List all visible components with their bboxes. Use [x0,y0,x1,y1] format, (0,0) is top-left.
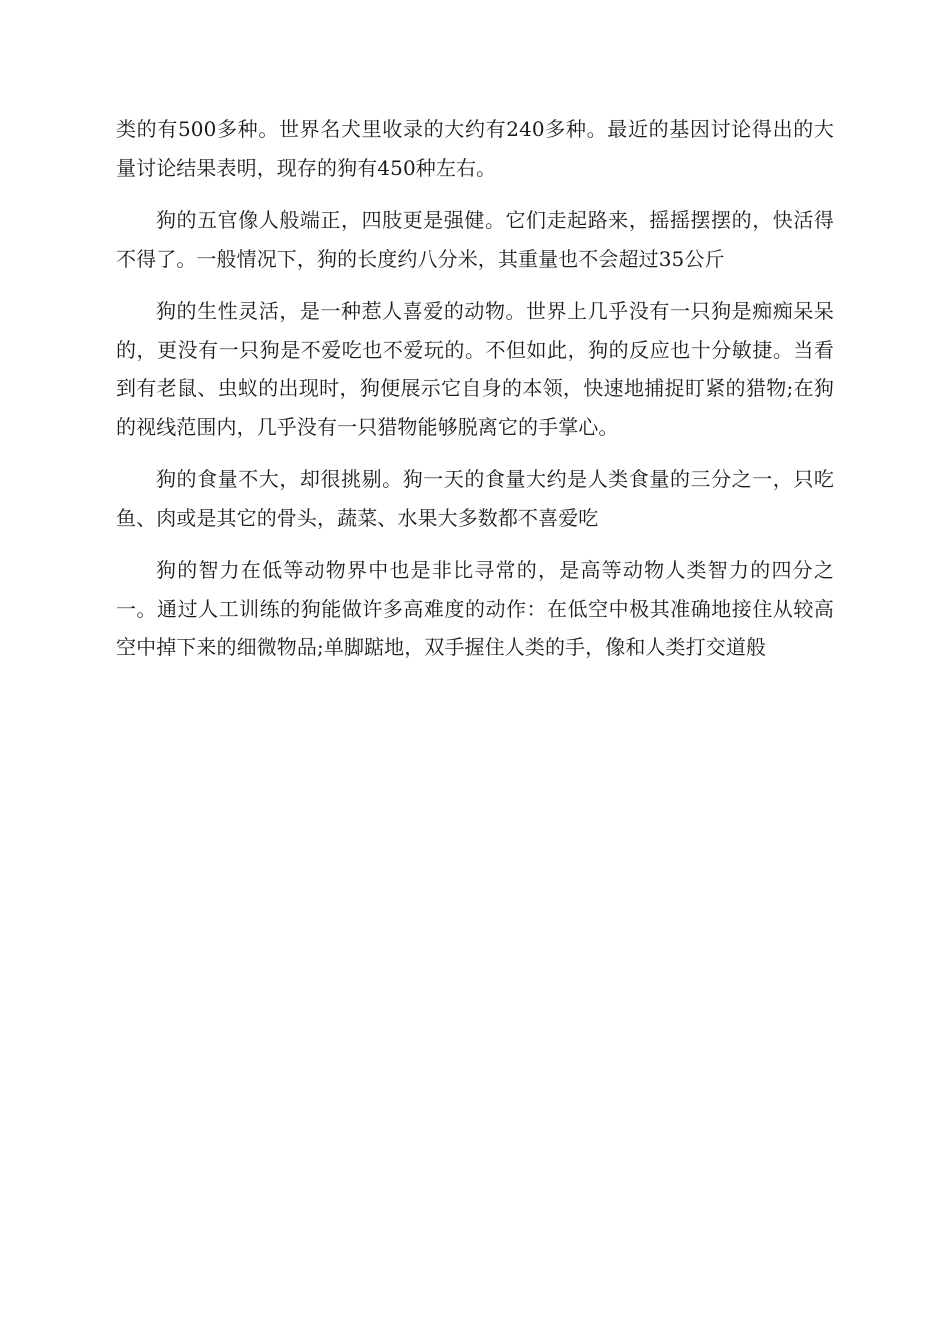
document-body [116,110,834,681]
paragraph-5: 狗的智力在低等动物界中也是非比寻常的，是高等动物人类智力的四分之一。通过人工训练的狗能做许多高难度的动作：在低空中极其准确地接住从较高空中掉下来的细微物品;单脚踮地，双手握住人类的手，像和人类打交道般 [116,558,834,659]
paragraph-1: 类的有500多种。世界名犬里收录的大约有240多种。最近的基因讨论得出的大量讨论结果表明，现存的狗有450种左右。 [116,117,834,180]
paragraph-3: 狗的生性灵活，是一种惹人喜爱的动物。世界上几乎没有一只狗是痴痴呆呆的，更没有一只狗是不爱吃也不爱玩的。不但如此，狗的反应也十分敏捷。当看到有老鼠、虫蚁的出现时，狗便展示它自身的本领，快速地捕捉盯紧的猎物;在狗的视线范围内，几乎没有一只猎物能够脱离它的手掌心。 [116,299,834,439]
paragraph-4: 狗的食量不大，却很挑剔。狗一天的食量大约是人类食量的三分之一，只吃鱼、肉或是其它的骨头，蔬菜、水果大多数都不喜爱吃 [116,467,834,530]
paragraph-2: 狗的五官像人般端正，四肢更是强健。它们走起路来，摇摇摆摆的，快活得不得了。一般情况下，狗的长度约八分米，其重量也不会超过35公斤 [116,208,834,271]
